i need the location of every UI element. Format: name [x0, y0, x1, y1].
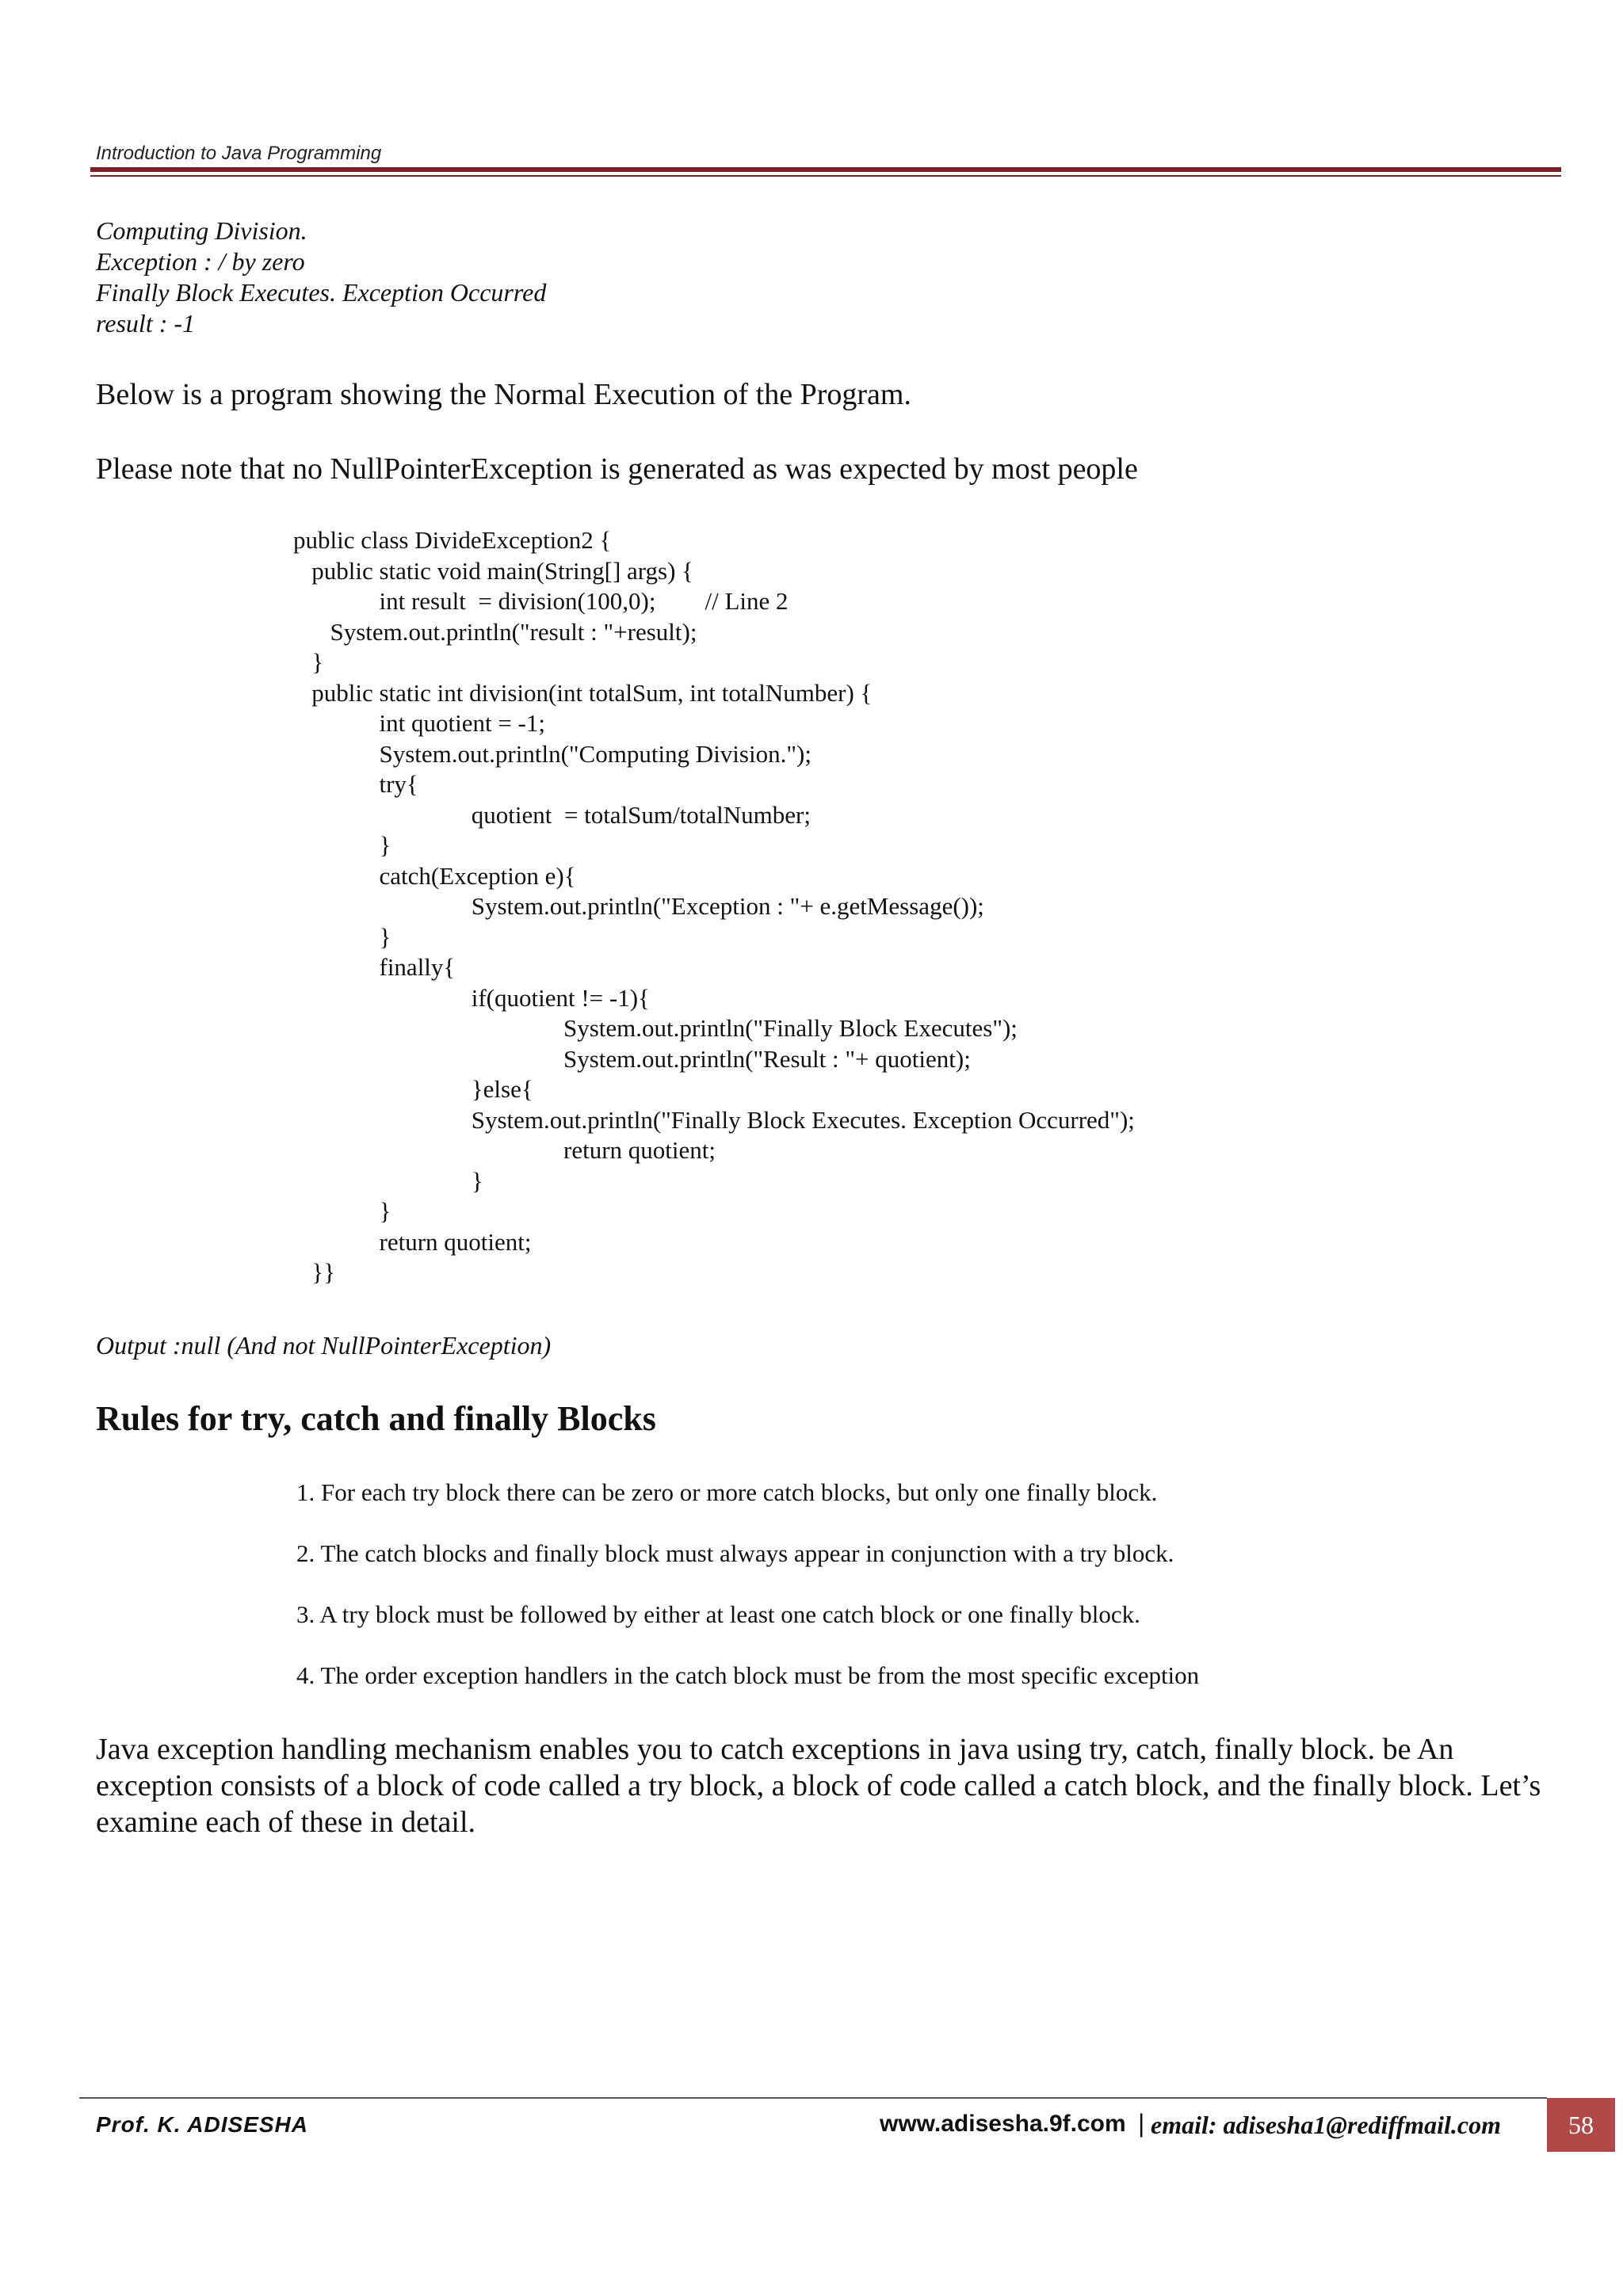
footer-author: Prof. K. ADISESHA [96, 2112, 308, 2137]
section-heading: Rules for try, catch and finally Blocks [96, 1399, 656, 1438]
code-line: if(quotient != -1){ [293, 983, 650, 1012]
header-rule-thin [90, 175, 1561, 177]
page-number: 58 [1547, 2098, 1615, 2152]
code-line: int result = division(100,0); // Line 2 [293, 587, 789, 615]
code-line: } [293, 831, 391, 859]
rule-item: 1. For each try block there can be zero or more catch blocks, but only one finally block. [296, 1478, 1158, 1506]
code-line: finally{ [293, 953, 456, 981]
footer-separator: | [1138, 2109, 1145, 2138]
code-listing [293, 525, 1135, 1288]
output-note: Output :null (And not NullPointerException) [96, 1331, 552, 1360]
paragraph-normal-execution: Below is a program showing the Normal Execution of the Program. [96, 378, 911, 411]
footer-rule [79, 2097, 1547, 2099]
rule-item: 4. The order exception handlers in the catch block must be from the most specific exception [296, 1661, 1200, 1689]
code-line: return quotient; [293, 1227, 532, 1256]
output-sample [96, 215, 546, 339]
footer-email: email: adisesha1@rediffmail.com [1151, 2111, 1501, 2139]
code-line: catch(Exception e){ [293, 861, 576, 890]
code-line: System.out.println("Result : "+ quotient); [293, 1044, 971, 1073]
code-line: System.out.println("Computing Division."); [293, 739, 812, 768]
output-line: Computing Division. [96, 216, 307, 245]
code-line: quotient = totalSum/totalNumber; [293, 800, 811, 829]
output-line: Exception : / by zero [96, 247, 305, 276]
code-line: public static void main(String[] args) { [293, 556, 694, 585]
code-line: try{ [293, 770, 418, 798]
rule-item: 3. A try block must be followed by either at least one catch block or one finally block. [296, 1600, 1140, 1628]
footer-website: www.adisesha.9f.com [880, 2111, 1126, 2137]
code-line: System.out.println("result : "+result); [293, 617, 697, 646]
code-line: public class DivideException2 { [293, 526, 612, 554]
code-line: } [293, 1197, 391, 1225]
code-line: }} [293, 1258, 336, 1286]
code-line: } [293, 648, 324, 676]
header-rule [90, 167, 1561, 172]
header-title: Introduction to Java Programming [96, 143, 382, 164]
output-line: result : -1 [96, 309, 196, 338]
code-line: int quotient = -1; [293, 709, 545, 737]
code-line: System.out.println("Exception : "+ e.getMessage()); [293, 892, 984, 920]
code-line: System.out.println("Finally Block Executes"); [293, 1014, 1018, 1042]
rules-list [296, 1478, 1199, 1722]
code-line: }else{ [293, 1075, 533, 1103]
output-line: Finally Block Executes. Exception Occurred [96, 278, 547, 307]
code-line: System.out.println("Finally Block Executes. Exception Occurred"); [293, 1105, 1135, 1134]
paragraph-note: Please note that no NullPointerException is generated as was expected by most people [96, 452, 1138, 486]
code-line: } [293, 922, 391, 951]
code-line: public static int division(int totalSum, int totalNumber) { [293, 678, 873, 707]
code-line: return quotient; [293, 1136, 716, 1164]
closing-paragraph: Java exception handling mechanism enables you to catch exceptions in java using try, catch, finally block. be An exception consists of a block of code called a try block, a block of code called a catch block, and the finally block. Let’s examine each of these in detail. [96, 1733, 1541, 1839]
rule-item: 2. The catch blocks and finally block must always appear in conjunction with a try block. [296, 1539, 1174, 1567]
code-line: } [293, 1166, 483, 1195]
